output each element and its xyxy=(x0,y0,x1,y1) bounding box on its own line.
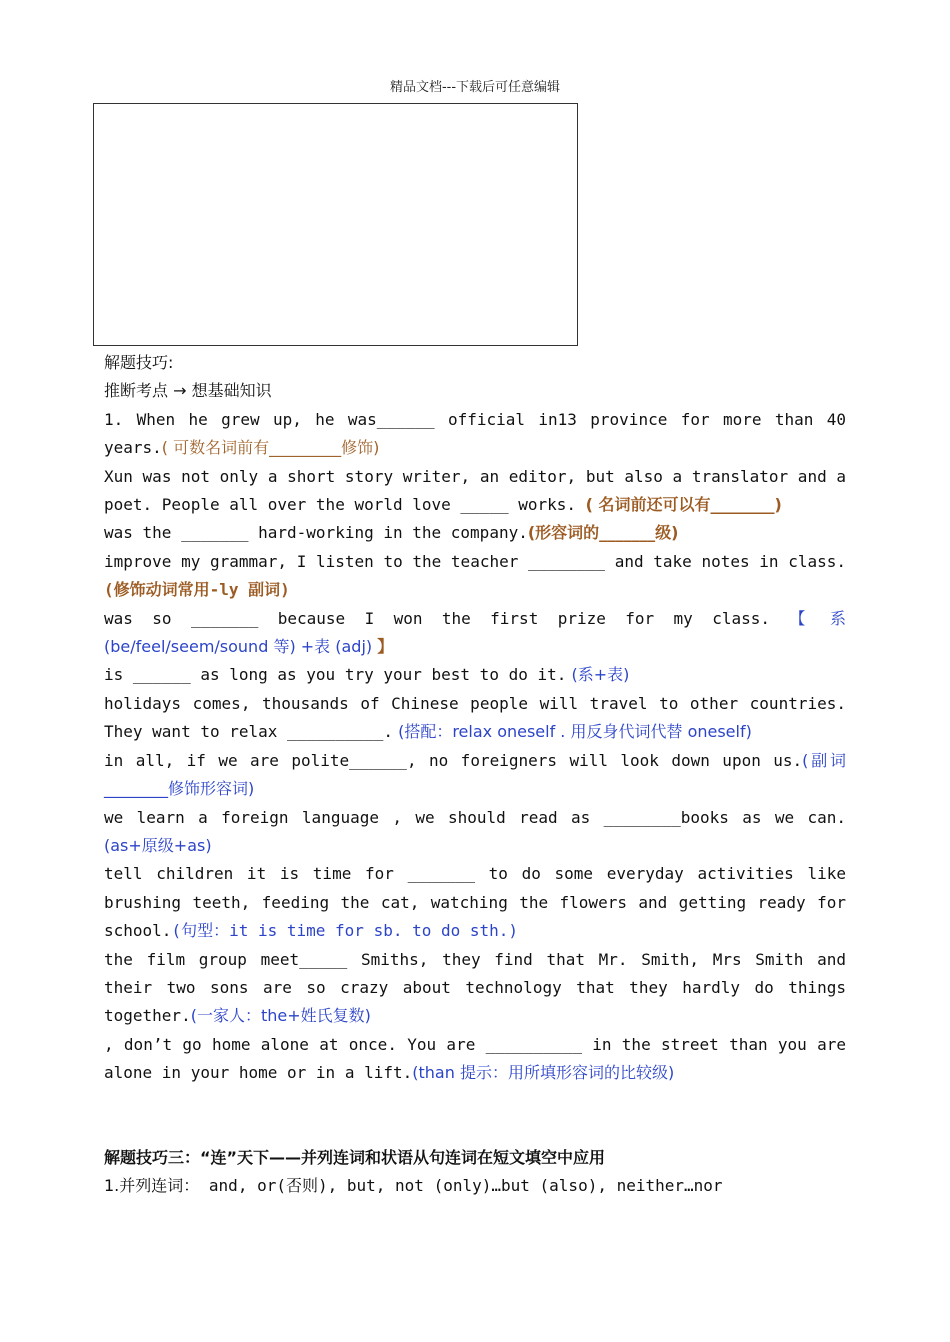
exercise-item: tell children it is time for _______ to do some everyday activities like brushing teeth, feeding the cat, watching the flowers and getting ready for school.(句型：it is time for sb. to do sth.) xyxy=(104,864,846,941)
exercise-item: Xun was not only a short story writer, an editor, but also a translator and a poet. People all over the world love _____ works. ( 名词前还可以有________) xyxy=(104,466,846,515)
page-header: 精品文档---下载后可任意编辑 xyxy=(389,80,561,95)
tips-title: 解题技巧: xyxy=(104,353,174,372)
tips-subtitle: 推断考点 → 想基础知识 xyxy=(104,381,272,401)
section-three-line: 1.并列连词： and, or(否则), but, not (only)…but (also), neither…nor xyxy=(104,1175,723,1195)
document-body xyxy=(104,349,846,1200)
exercise-item: was so _______ because I won the first prize for my class. 【 系 (be/feel/seem/sound 等) +表 (adj) 】 xyxy=(104,608,846,657)
exercise-item: is ______ as long as you try your best to do it. (系+表) xyxy=(104,665,630,685)
blank-image-frame xyxy=(93,103,578,346)
section-spacer xyxy=(104,1088,846,1144)
section-three-title: 解题技巧三：“连”天下——并列连词和状语从句连词在短文填空中应用 xyxy=(104,1147,606,1167)
exercise-item: we learn a foreign language , we should read as ________books as we can. (as+原级+as) xyxy=(104,807,846,855)
exercise-item: improve my grammar, I listen to the teacher ________ and take notes in class. (修饰动词常用-ly 副词) xyxy=(104,551,846,600)
exercise-item: was the _______ hard-working in the company.(形容词的_______级) xyxy=(104,523,679,543)
exercise-item: the film group meet_____ Smiths, they find that Mr. Smith, Mrs Smith and their two sons are so crazy about technology that they hardly do things together.(一家人：the+姓氏复数) xyxy=(104,949,846,1026)
exercise-item: holidays comes, thousands of Chinese people will travel to other countries. They want to relax __________. (搭配：relax oneself . 用反身代词代替 oneself) xyxy=(104,693,846,742)
exercise-item: in all, if we are polite______, no foreigners will look down upon us.(副词________修饰形容词) xyxy=(104,750,846,799)
exercise-item: 1. When he grew up, he was______ official in13 province for more than 40 years.( 可数名词前有_________修饰) xyxy=(104,409,846,458)
exercise-item: , don’t go home alone at once. You are __________ in the street than you are alone in your home or in a lift.(than 提示：用所填形容词的比较级) xyxy=(104,1034,846,1083)
